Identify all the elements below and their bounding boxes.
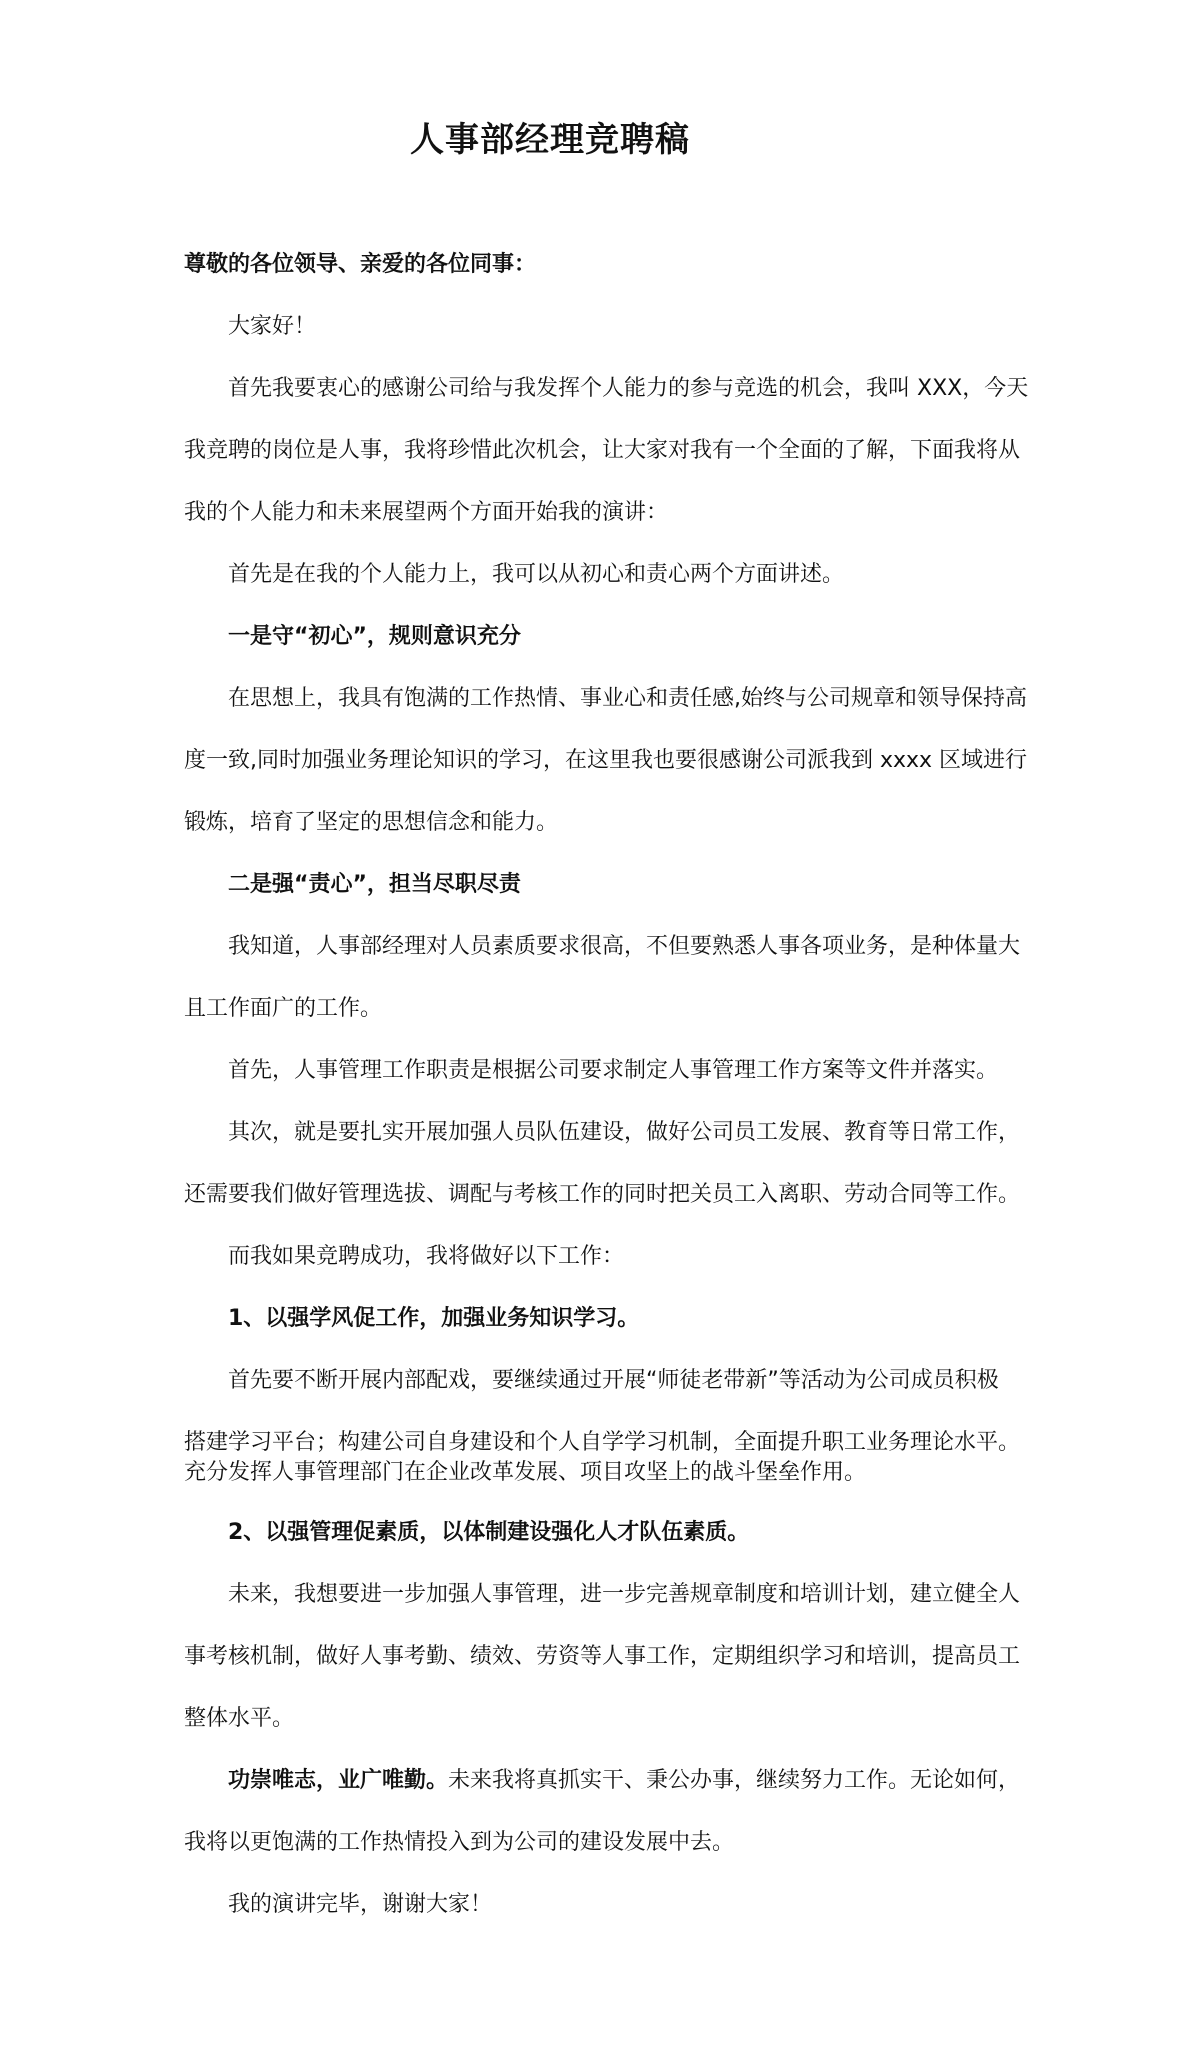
paragraph-line: 我知道，人事部经理对人员素质要求很高，不但要熟悉人事各项业务，是种体量大 (228, 934, 1021, 959)
paragraph-text: 未来我将真抓实干、秉公办事，继续努力工作。无论如何， (448, 1768, 1021, 1793)
section-heading: 2、以强管理促素质，以体制建设强化人才队伍素质。 (228, 1520, 750, 1545)
paragraph-line: 首先要不断开展内部配戏，要继续通过开展“师徒老带新”等活动为公司成员积极 (228, 1368, 999, 1393)
motto-text: 功崇唯志，业广唯勤。 (228, 1768, 449, 1793)
paragraph-line: 我竞聘的岗位是人事，我将珍惜此次机会，让大家对我有一个全面的了解，下面我将从 (184, 438, 1021, 463)
paragraph-line: 锻炼，培育了坚定的思想信念和能力。 (184, 810, 559, 835)
paragraph-line: 而我如果竞聘成功，我将做好以下工作： (228, 1244, 625, 1269)
paragraph-line: 度一致,同时加强业务理论知识的学习，在这里我也要很感谢公司派我到 xxxx 区域进行 (184, 748, 1028, 773)
paragraph-line: 还需要我们做好管理选拔、调配与考核工作的同时把关员工入离职、劳动合同等工作。 (184, 1182, 1021, 1207)
paragraph-line: 未来，我想要进一步加强人事管理，进一步完善规章制度和培训计划，建立健全人 (228, 1582, 1021, 1607)
paragraph-line: 首先我要衷心的感谢公司给与我发挥个人能力的参与竞选的机会，我叫 XXX，今天 (228, 376, 1029, 401)
closing-line: 我的演讲完毕，谢谢大家！ (228, 1892, 493, 1917)
paragraph-line: 搭建学习平台；构建公司自身建设和个人自学学习机制，全面提升职工业务理论水平。 (184, 1430, 1021, 1455)
paragraph-line: 充分发挥人事管理部门在企业改革发展、项目攻坚上的战斗堡垒作用。 (184, 1460, 867, 1485)
paragraph-line: 事考核机制，做好人事考勤、绩效、劳资等人事工作，定期组织学习和培训，提高员工 (184, 1644, 1021, 1669)
paragraph-line: 整体水平。 (184, 1706, 295, 1731)
greeting: 大家好！ (228, 314, 317, 339)
section-heading: 一是守“初心”，规则意识充分 (228, 624, 521, 649)
paragraph-line: 其次，就是要扎实开展加强人员队伍建设，做好公司员工发展、教育等日常工作， (228, 1120, 1021, 1145)
paragraph-line: 我将以更饱满的工作热情投入到为公司的建设发展中去。 (184, 1830, 735, 1855)
paragraph-line: 我的个人能力和未来展望两个方面开始我的演讲： (184, 500, 669, 525)
paragraph-line (228, 1766, 1088, 1796)
paragraph-line: 首先，人事管理工作职责是根据公司要求制定人事管理工作方案等文件并落实。 (228, 1058, 999, 1083)
section-heading: 1、以强学风促工作，加强业务知识学习。 (228, 1306, 640, 1331)
paragraph-line: 首先是在我的个人能力上，我可以从初心和责心两个方面讲述。 (228, 562, 845, 587)
paragraph-line: 在思想上，我具有饱满的工作热情、事业心和责任感,始终与公司规章和领导保持高 (228, 686, 1027, 711)
paragraph-line: 且工作面广的工作。 (184, 996, 383, 1021)
section-heading: 二是强“责心”，担当尽职尽责 (228, 872, 521, 897)
salutation: 尊敬的各位领导、亲爱的各位同事： (184, 252, 537, 277)
document-title: 人事部经理竞聘稿 (410, 120, 690, 160)
